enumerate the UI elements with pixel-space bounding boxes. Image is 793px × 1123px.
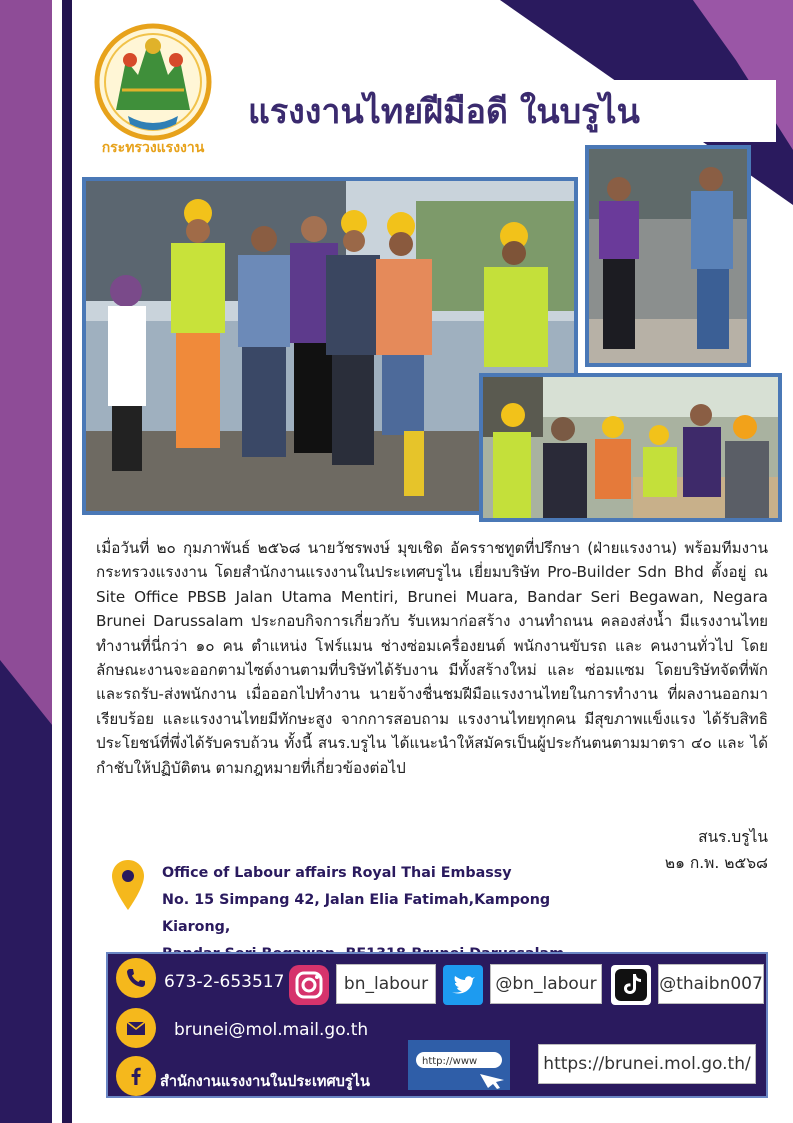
logo-text: กระทรวงแรงงาน (101, 140, 205, 156)
address-line-1: Office of Labour affairs Royal Thai Embassy (162, 865, 512, 881)
email-icon (116, 1008, 156, 1048)
instagram-icon[interactable] (288, 964, 330, 1006)
website-link[interactable]: https://brunei.mol.go.th/ (538, 1044, 756, 1084)
title-banner (228, 80, 776, 142)
ministry-logo (88, 20, 218, 160)
signature-office: สนร.บรูไน (698, 828, 768, 846)
tiktok-handle[interactable]: @thaibn007 (658, 964, 764, 1004)
facebook-page[interactable]: สำนักงานแรงงานในประเทศบรูไน (160, 1074, 370, 1090)
facebook-icon[interactable] (116, 1056, 156, 1096)
signature-block (600, 824, 768, 876)
contact-panel (106, 952, 768, 1098)
www-label: http://www (422, 1056, 478, 1067)
phone-icon (116, 958, 156, 998)
www-icon (408, 1040, 510, 1090)
news-body: เมื่อวันที่ ๒๐ กุมภาพันธ์ ๒๕๖๘ นายวัชรพงษ์ มุขเชิด อัครราชทูตที่ปรึกษา (ฝ่ายแรงงาน) พร้อมทีมงาน กระทรวงแรงงาน โดยสำนักงานแรงงานในประเทศบรูไน เยี่ยมบริษัท Pro-Builder Sdn Bhd ตั้งอยู่ ณ Site Office PBSB Jalan Utama Mentiri, Brunei Muara, Bandar Seri Begawan, Negara Brunei Darussalam ประกอบกิจการเกี่ยวกับ รับเหมาก่อสร้าง งานทำถนน คลองส่งน้ำ มีแรงงานไทยทำงานที่นี่กว่า ๑๐ คน ตำแหน่ง โฟร์แมน ช่างซ่อมเครื่องยนต์ พนักงานขับรถ และ คนงานทั่วไป โดยลักษณะงานจะออกตามไซต์งานตามที่บริษัทได้รับงาน มีทั้งสร้างใหม่ และ ซ่อมแซม โดยบริษัทจัดที่พัก และรถรับ-ส่งพนักงาน เมื่อออกไปทำงาน นายจ้างชื่นชมฝีมือแรงงานไทยในการทำงาน ที่ผลงานออกมาเรียบร้อย และแรงงานไทยมีทักษะสูง จากการสอบถาม แรงงานไทยทุกคน มีสุขภาพแข็งแรง ได้รับสิทธิประโยชน์ที่พึ่งได้รับครบถ้วน ทั้งนี้ สนร.บรูไน ได้แนะนำให้สมัครเป็นผู้ประกันตนตามมาตรา ๔๐ และ ได้กำชับให้ปฏิบัติตน ตามกฎหมายที่เกี่ยวข้องต่อไป (96, 539, 768, 777)
twitter-icon[interactable] (442, 964, 484, 1006)
inspection-photo (585, 145, 751, 367)
left-navy-band (0, 660, 52, 1123)
page-title: แรงงานไทยฝีมือดี ในบรูไน (248, 92, 640, 132)
twitter-handle[interactable]: @bn_labour (490, 964, 602, 1004)
meeting-photo (479, 373, 782, 522)
tiktok-icon[interactable] (610, 964, 652, 1006)
email-address[interactable]: brunei@mol.mail.go.th (174, 1020, 369, 1040)
phone-number: 673-2-653517 (164, 972, 285, 992)
address-line-2: No. 15 Simpang 42, Jalan Elia Fatimah,Kampong Kiarong, (162, 892, 551, 935)
signature-date: ๒๑ ก.พ. ๒๕๖๘ (664, 854, 768, 872)
location-pin-icon (110, 858, 146, 912)
left-navy-stripe (62, 0, 72, 1123)
instagram-handle[interactable]: bn_labour (336, 964, 436, 1004)
